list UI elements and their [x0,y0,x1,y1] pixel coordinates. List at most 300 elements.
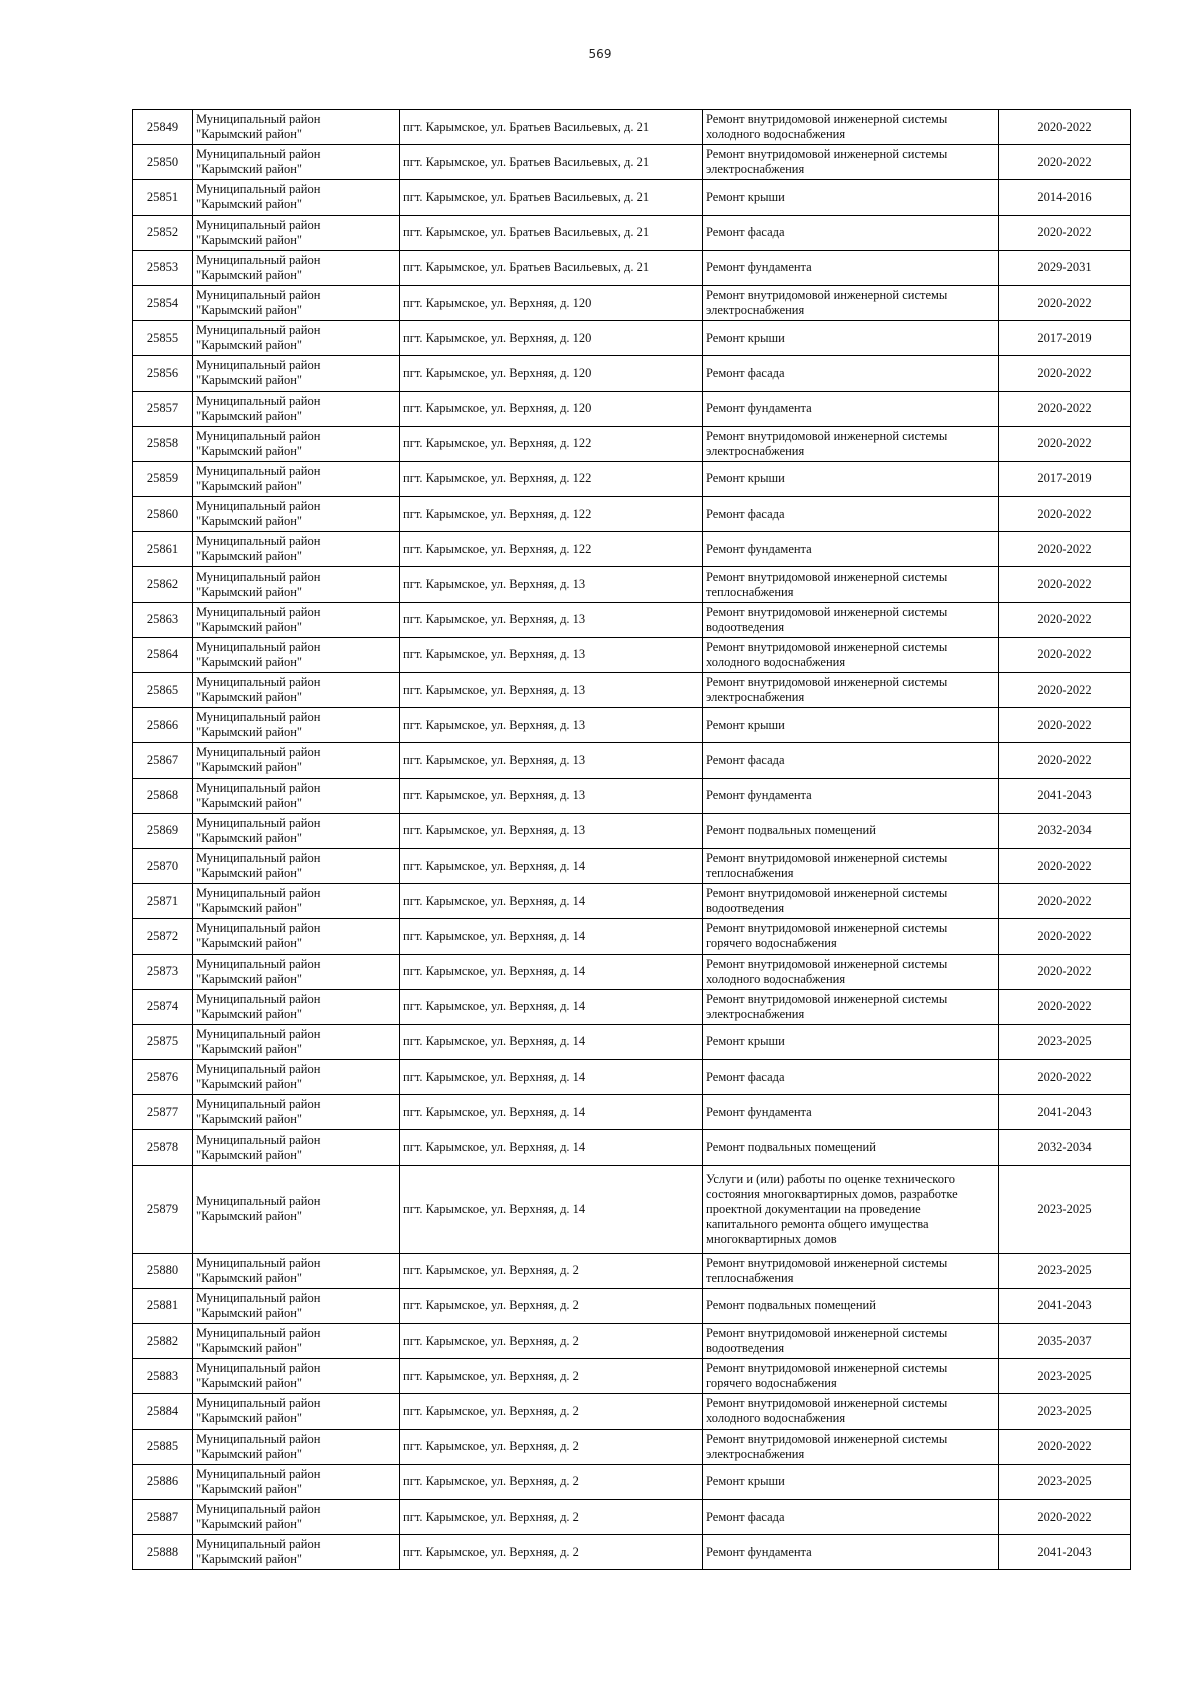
period-cell: 2020-2022 [999,919,1131,954]
table-body [133,110,1131,1570]
table-row [133,145,1131,180]
capital-repair-table [132,109,1131,1570]
municipality-line-2: "Карымский район" [196,1552,303,1567]
period-cell: 2020-2022 [999,637,1131,672]
municipality-cell [193,285,400,320]
work-type-cell: Ремонт внутридомовой инженерной системы холодного водоснабжения [703,1394,999,1429]
period-cell: 2020-2022 [999,954,1131,989]
work-type-cell: Ремонт фасада [703,356,999,391]
municipality-cell [193,1535,400,1570]
work-type-cell: Ремонт подвальных помещений [703,813,999,848]
period-cell: 2029-2031 [999,250,1131,285]
municipality-line-2: "Карымский район" [196,1411,303,1426]
municipality-cell [193,250,400,285]
municipality-line-2: "Карымский район" [196,197,303,212]
row-number-cell: 25866 [133,708,193,743]
address-cell: пгт. Карымское, ул. Верхняя, д. 2 [400,1288,703,1323]
municipality-cell [193,602,400,637]
period-cell: 2020-2022 [999,602,1131,637]
table-row [133,321,1131,356]
municipality-cell [193,884,400,919]
period-cell: 2041-2043 [999,1288,1131,1323]
table-row [133,180,1131,215]
municipality-line-1: Муниципальный район [196,851,321,866]
address-cell: пгт. Карымское, ул. Верхняя, д. 122 [400,532,703,567]
period-cell: 2020-2022 [999,848,1131,883]
municipality-line-1: Муниципальный район [196,323,321,338]
municipality-line-2: "Карымский район" [196,232,303,247]
municipality-line-2: "Карымский район" [196,373,303,388]
municipality-cell [193,1165,400,1253]
work-type-cell: Ремонт внутридомовой инженерной системы холодного водоснабжения [703,954,999,989]
table-row [133,426,1131,461]
municipality-line-1: Муниципальный район [196,217,321,232]
address-cell: пгт. Карымское, ул. Верхняя, д. 13 [400,813,703,848]
municipality-line-2: "Карымский район" [196,654,303,669]
address-cell: пгт. Карымское, ул. Верхняя, д. 13 [400,567,703,602]
municipality-line-2: "Карымский район" [196,971,303,986]
work-type-cell: Ремонт внутридомовой инженерной системы теплоснабжения [703,1253,999,1288]
municipality-line-2: "Карымский район" [196,1481,303,1496]
municipality-cell [193,954,400,989]
work-type-cell: Ремонт крыши [703,708,999,743]
table-row [133,1288,1131,1323]
row-number-cell: 25869 [133,813,193,848]
period-cell: 2023-2025 [999,1165,1131,1253]
work-type-cell: Ремонт фундамента [703,1535,999,1570]
address-cell: пгт. Карымское, ул. Верхняя, д. 13 [400,673,703,708]
municipality-line-1: Муниципальный район [196,1396,321,1411]
municipality-cell [193,1130,400,1165]
row-number-cell: 25850 [133,145,193,180]
work-type-cell: Ремонт внутридомовой инженерной системы водоотведения [703,1324,999,1359]
row-number-cell: 25853 [133,250,193,285]
municipality-line-1: Муниципальный район [196,1290,321,1305]
address-cell: пгт. Карымское, ул. Верхняя, д. 122 [400,426,703,461]
table-row [133,215,1131,250]
row-number-cell: 25865 [133,673,193,708]
municipality-cell [193,743,400,778]
work-type-cell: Ремонт внутридомовой инженерной системы теплоснабжения [703,567,999,602]
municipality-cell [193,848,400,883]
row-number-cell: 25860 [133,497,193,532]
period-cell: 2020-2022 [999,567,1131,602]
work-type-cell: Ремонт внутридомовой инженерной системы электроснабжения [703,145,999,180]
work-type-cell: Услуги и (или) работы по оценке технического состояния многоквартирных домов, разработке проектной документации на проведение капитального ремонта общего имущества многоквартирных домов [703,1165,999,1253]
municipality-line-2: "Карымский район" [196,338,303,353]
table-row [133,1024,1131,1059]
municipality-line-1: Муниципальный район [196,1466,321,1481]
municipality-line-1: Муниципальный район [196,393,321,408]
municipality-cell [193,426,400,461]
address-cell: пгт. Карымское, ул. Верхняя, д. 120 [400,285,703,320]
municipality-cell [193,215,400,250]
table-row [133,919,1131,954]
address-cell: пгт. Карымское, ул. Верхняя, д. 122 [400,461,703,496]
municipality-line-2: "Карымский район" [196,760,303,775]
municipality-line-1: Муниципальный район [196,1537,321,1552]
municipality-cell [193,778,400,813]
table-row [133,1499,1131,1534]
municipality-line-2: "Карымский район" [196,1270,303,1285]
address-cell: пгт. Карымское, ул. Братьев Васильевых, д. 21 [400,180,703,215]
municipality-line-2: "Карымский район" [196,443,303,458]
table-row [133,110,1131,145]
municipality-cell [193,110,400,145]
table-row [133,391,1131,426]
municipality-line-2: "Карымский район" [196,830,303,845]
municipality-line-1: Муниципальный район [196,639,321,654]
municipality-line-2: "Карымский район" [196,1006,303,1021]
municipality-line-2: "Карымский район" [196,1341,303,1356]
municipality-cell [193,1253,400,1288]
work-type-cell: Ремонт фундамента [703,391,999,426]
address-cell: пгт. Карымское, ул. Братьев Васильевых, д. 21 [400,145,703,180]
address-cell: пгт. Карымское, ул. Верхняя, д. 13 [400,778,703,813]
municipality-line-2: "Карымский район" [196,795,303,810]
municipality-line-1: Муниципальный район [196,1361,321,1376]
period-cell: 2020-2022 [999,426,1131,461]
municipality-cell [193,1095,400,1130]
municipality-cell [193,497,400,532]
address-cell: пгт. Карымское, ул. Братьев Васильевых, д. 21 [400,110,703,145]
work-type-cell: Ремонт внутридомовой инженерной системы горячего водоснабжения [703,919,999,954]
municipality-cell [193,1464,400,1499]
table-row [133,250,1131,285]
row-number-cell: 25872 [133,919,193,954]
table-row [133,1394,1131,1429]
address-cell: пгт. Карымское, ул. Верхняя, д. 13 [400,708,703,743]
period-cell: 2020-2022 [999,1429,1131,1464]
period-cell: 2023-2025 [999,1253,1131,1288]
work-type-cell: Ремонт фасада [703,743,999,778]
address-cell: пгт. Карымское, ул. Верхняя, д. 2 [400,1499,703,1534]
address-cell: пгт. Карымское, ул. Верхняя, д. 14 [400,884,703,919]
municipality-line-2: "Карымский район" [196,478,303,493]
municipality-cell [193,637,400,672]
municipality-line-1: Муниципальный район [196,112,321,127]
municipality-line-2: "Карымский район" [196,267,303,282]
municipality-line-1: Муниципальный район [196,710,321,725]
row-number-cell: 25871 [133,884,193,919]
period-cell: 2020-2022 [999,532,1131,567]
row-number-cell: 25877 [133,1095,193,1130]
municipality-line-2: "Карымский район" [196,1446,303,1461]
municipality-line-2: "Карымский район" [196,584,303,599]
work-type-cell: Ремонт фундамента [703,1095,999,1130]
row-number-cell: 25881 [133,1288,193,1323]
row-number-cell: 25875 [133,1024,193,1059]
municipality-cell [193,145,400,180]
municipality-line-2: "Карымский район" [196,1147,303,1162]
municipality-line-2: "Карымский район" [196,936,303,951]
municipality-cell [193,180,400,215]
row-number-cell: 25886 [133,1464,193,1499]
table-row [133,743,1131,778]
address-cell: пгт. Карымское, ул. Верхняя, д. 14 [400,1095,703,1130]
municipality-line-1: Муниципальный район [196,780,321,795]
address-cell: пгт. Карымское, ул. Верхняя, д. 120 [400,391,703,426]
table-row [133,1535,1131,1570]
period-cell: 2023-2025 [999,1024,1131,1059]
table-row [133,1429,1131,1464]
row-number-cell: 25849 [133,110,193,145]
municipality-cell [193,989,400,1024]
municipality-cell [193,1060,400,1095]
address-cell: пгт. Карымское, ул. Верхняя, д. 13 [400,602,703,637]
table-row [133,356,1131,391]
address-cell: пгт. Карымское, ул. Верхняя, д. 14 [400,1060,703,1095]
period-cell: 2020-2022 [999,285,1131,320]
address-cell: пгт. Карымское, ул. Братьев Васильевых, д. 21 [400,215,703,250]
municipality-line-2: "Карымский район" [196,1112,303,1127]
work-type-cell: Ремонт внутридомовой инженерной системы электроснабжения [703,1429,999,1464]
address-cell: пгт. Карымское, ул. Верхняя, д. 2 [400,1535,703,1570]
table-row [133,461,1131,496]
municipality-line-1: Муниципальный район [196,1097,321,1112]
table-row [133,1253,1131,1288]
table-row [133,884,1131,919]
table-row [133,1464,1131,1499]
table-row [133,954,1131,989]
work-type-cell: Ремонт фасада [703,1060,999,1095]
municipality-line-1: Муниципальный район [196,745,321,760]
municipality-cell [193,391,400,426]
table-row [133,1060,1131,1095]
work-type-cell: Ремонт внутридомовой инженерной системы электроснабжения [703,426,999,461]
period-cell: 2020-2022 [999,673,1131,708]
municipality-cell [193,321,400,356]
municipality-line-1: Муниципальный район [196,1326,321,1341]
row-number-cell: 25882 [133,1324,193,1359]
address-cell: пгт. Карымское, ул. Верхняя, д. 14 [400,919,703,954]
municipality-line-2: "Карымский район" [196,549,303,564]
municipality-line-1: Муниципальный район [196,1132,321,1147]
municipality-line-1: Муниципальный район [196,463,321,478]
work-type-cell: Ремонт внутридомовой инженерной системы водоотведения [703,884,999,919]
municipality-cell [193,356,400,391]
municipality-line-1: Муниципальный район [196,1026,321,1041]
row-number-cell: 25883 [133,1359,193,1394]
municipality-line-1: Муниципальный район [196,1502,321,1517]
period-cell: 2023-2025 [999,1394,1131,1429]
municipality-line-1: Муниципальный район [196,604,321,619]
municipality-line-2: "Карымский район" [196,1209,303,1224]
table-row [133,285,1131,320]
work-type-cell: Ремонт подвальных помещений [703,1288,999,1323]
period-cell: 2020-2022 [999,708,1131,743]
row-number-cell: 25859 [133,461,193,496]
address-cell: пгт. Карымское, ул. Верхняя, д. 14 [400,954,703,989]
address-cell: пгт. Карымское, ул. Верхняя, д. 120 [400,321,703,356]
period-cell: 2041-2043 [999,778,1131,813]
work-type-cell: Ремонт крыши [703,1464,999,1499]
municipality-line-2: "Карымский район" [196,408,303,423]
period-cell: 2020-2022 [999,110,1131,145]
row-number-cell: 25857 [133,391,193,426]
table-row [133,1095,1131,1130]
municipality-line-1: Муниципальный район [196,815,321,830]
period-cell: 2020-2022 [999,497,1131,532]
row-number-cell: 25884 [133,1394,193,1429]
municipality-cell [193,1024,400,1059]
municipality-line-2: "Карымский район" [196,514,303,529]
municipality-line-1: Муниципальный район [196,569,321,584]
work-type-cell: Ремонт фундамента [703,532,999,567]
table-row [133,673,1131,708]
row-number-cell: 25876 [133,1060,193,1095]
work-type-cell: Ремонт внутридомовой инженерной системы холодного водоснабжения [703,637,999,672]
work-type-cell: Ремонт внутридомовой инженерной системы электроснабжения [703,989,999,1024]
municipality-cell [193,1359,400,1394]
page-number: 569 [588,47,612,61]
row-number-cell: 25879 [133,1165,193,1253]
municipality-line-1: Муниципальный район [196,147,321,162]
municipality-line-1: Муниципальный район [196,534,321,549]
work-type-cell: Ремонт внутридомовой инженерной системы теплоснабжения [703,848,999,883]
municipality-line-1: Муниципальный район [196,288,321,303]
municipality-cell [193,1499,400,1534]
address-cell: пгт. Карымское, ул. Верхняя, д. 2 [400,1464,703,1499]
address-cell: пгт. Карымское, ул. Верхняя, д. 122 [400,497,703,532]
table-row [133,778,1131,813]
row-number-cell: 25851 [133,180,193,215]
work-type-cell: Ремонт фундамента [703,778,999,813]
table-row [133,497,1131,532]
municipality-line-2: "Карымский район" [196,127,303,142]
row-number-cell: 25862 [133,567,193,602]
municipality-cell [193,1324,400,1359]
row-number-cell: 25874 [133,989,193,1024]
municipality-line-2: "Карымский район" [196,901,303,916]
address-cell: пгт. Карымское, ул. Верхняя, д. 2 [400,1429,703,1464]
municipality-line-1: Муниципальный район [196,886,321,901]
municipality-cell [193,813,400,848]
row-number-cell: 25870 [133,848,193,883]
row-number-cell: 25856 [133,356,193,391]
address-cell: пгт. Карымское, ул. Верхняя, д. 2 [400,1394,703,1429]
work-type-cell: Ремонт внутридомовой инженерной системы горячего водоснабжения [703,1359,999,1394]
municipality-line-1: Муниципальный район [196,675,321,690]
row-number-cell: 25861 [133,532,193,567]
table-row [133,637,1131,672]
period-cell: 2020-2022 [999,145,1131,180]
period-cell: 2020-2022 [999,356,1131,391]
table-row [133,1324,1131,1359]
municipality-line-2: "Карымский район" [196,690,303,705]
row-number-cell: 25864 [133,637,193,672]
address-cell: пгт. Карымское, ул. Верхняя, д. 13 [400,637,703,672]
period-cell: 2041-2043 [999,1535,1131,1570]
work-type-cell: Ремонт фундамента [703,250,999,285]
work-type-cell: Ремонт внутридомовой инженерной системы электроснабжения [703,285,999,320]
row-number-cell: 25867 [133,743,193,778]
period-cell: 2020-2022 [999,989,1131,1024]
work-type-cell: Ремонт внутридомовой инженерной системы электроснабжения [703,673,999,708]
period-cell: 2032-2034 [999,813,1131,848]
municipality-line-1: Муниципальный район [196,252,321,267]
row-number-cell: 25887 [133,1499,193,1534]
municipality-cell [193,1394,400,1429]
municipality-line-1: Муниципальный район [196,358,321,373]
municipality-line-2: "Карымский район" [196,725,303,740]
row-number-cell: 25852 [133,215,193,250]
municipality-cell [193,1429,400,1464]
work-type-cell: Ремонт подвальных помещений [703,1130,999,1165]
address-cell: пгт. Карымское, ул. Верхняя, д. 14 [400,1024,703,1059]
row-number-cell: 25878 [133,1130,193,1165]
work-type-cell: Ремонт внутридомовой инженерной системы холодного водоснабжения [703,110,999,145]
table-row [133,813,1131,848]
municipality-line-1: Муниципальный район [196,182,321,197]
municipality-cell [193,461,400,496]
work-type-cell: Ремонт крыши [703,461,999,496]
municipality-line-2: "Карымский район" [196,619,303,634]
period-cell: 2020-2022 [999,884,1131,919]
municipality-line-1: Муниципальный район [196,1062,321,1077]
address-cell: пгт. Карымское, ул. Верхняя, д. 14 [400,848,703,883]
municipality-line-2: "Карымский район" [196,1376,303,1391]
period-cell: 2020-2022 [999,743,1131,778]
table-row [133,1165,1131,1253]
period-cell: 2023-2025 [999,1359,1131,1394]
period-cell: 2020-2022 [999,1499,1131,1534]
table-row [133,1359,1131,1394]
municipality-line-2: "Карымский район" [196,866,303,881]
municipality-line-1: Муниципальный район [196,428,321,443]
row-number-cell: 25855 [133,321,193,356]
work-type-cell: Ремонт фасада [703,215,999,250]
address-cell: пгт. Карымское, ул. Верхняя, д. 2 [400,1253,703,1288]
row-number-cell: 25854 [133,285,193,320]
period-cell: 2014-2016 [999,180,1131,215]
municipality-cell [193,708,400,743]
period-cell: 2023-2025 [999,1464,1131,1499]
municipality-line-1: Муниципальный район [196,1431,321,1446]
table-row [133,708,1131,743]
municipality-cell [193,1288,400,1323]
period-cell: 2020-2022 [999,215,1131,250]
municipality-line-2: "Карымский район" [196,1305,303,1320]
municipality-cell [193,919,400,954]
address-cell: пгт. Карымское, ул. Верхняя, д. 2 [400,1359,703,1394]
municipality-line-2: "Карымский район" [196,162,303,177]
municipality-cell [193,567,400,602]
municipality-line-1: Муниципальный район [196,1194,321,1209]
municipality-line-2: "Карымский район" [196,303,303,318]
address-cell: пгт. Карымское, ул. Верхняя, д. 14 [400,989,703,1024]
row-number-cell: 25873 [133,954,193,989]
table-row [133,989,1131,1024]
address-cell: пгт. Карымское, ул. Верхняя, д. 14 [400,1130,703,1165]
municipality-cell [193,673,400,708]
row-number-cell: 25888 [133,1535,193,1570]
work-type-cell: Ремонт крыши [703,1024,999,1059]
period-cell: 2017-2019 [999,321,1131,356]
address-cell: пгт. Карымское, ул. Верхняя, д. 120 [400,356,703,391]
row-number-cell: 25858 [133,426,193,461]
municipality-line-2: "Карымский район" [196,1517,303,1532]
municipality-line-1: Муниципальный район [196,499,321,514]
row-number-cell: 25885 [133,1429,193,1464]
address-cell: пгт. Карымское, ул. Верхняя, д. 14 [400,1165,703,1253]
work-type-cell: Ремонт фасада [703,497,999,532]
address-cell: пгт. Карымское, ул. Верхняя, д. 13 [400,743,703,778]
work-type-cell: Ремонт крыши [703,180,999,215]
municipality-cell [193,532,400,567]
period-cell: 2017-2019 [999,461,1131,496]
municipality-line-2: "Карымский район" [196,1041,303,1056]
